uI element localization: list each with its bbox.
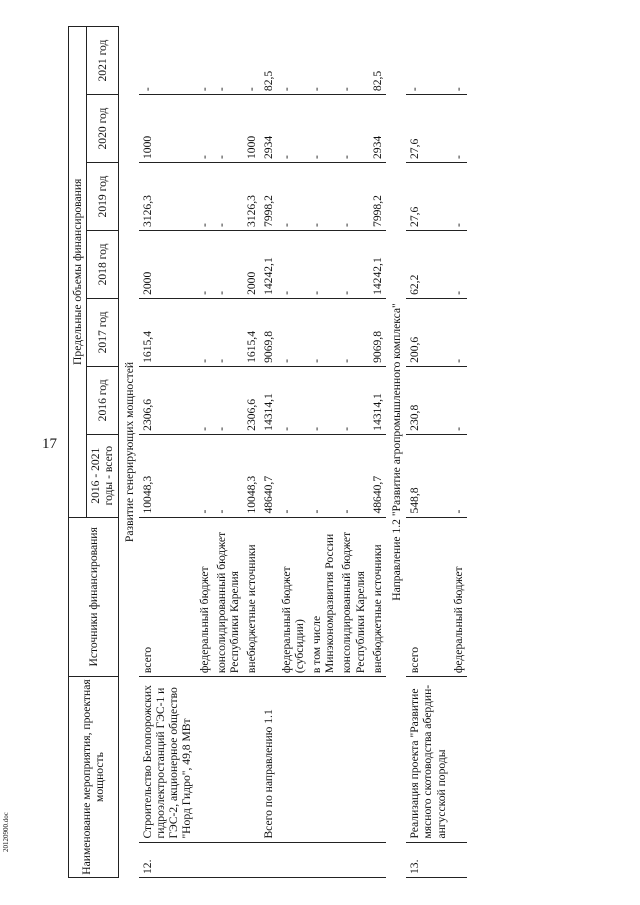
- value-cell: 10048,3: [243, 434, 260, 517]
- value-cell: 3126,3: [139, 163, 196, 231]
- value-cell: -: [450, 27, 467, 95]
- value-cell: 2934: [260, 95, 277, 163]
- funding-source: федеральный бюджет: [450, 517, 467, 677]
- value-cell: 14314,1: [369, 366, 386, 434]
- value-cell: -: [308, 366, 338, 434]
- value-cell: 10048,3: [139, 434, 196, 517]
- table-row: [369, 27, 386, 878]
- row-number: [260, 842, 277, 877]
- value-cell: 200,6: [406, 298, 450, 366]
- value-cell: -: [213, 163, 243, 231]
- value-cell: -: [308, 27, 338, 95]
- value-cell: -: [308, 230, 338, 298]
- value-cell: -: [278, 366, 308, 434]
- value-cell: 2934: [369, 95, 386, 163]
- value-cell: 1000: [243, 95, 260, 163]
- value-cell: 14242,1: [260, 230, 277, 298]
- value-cell: -: [213, 366, 243, 434]
- value-cell: -: [308, 434, 338, 517]
- value-cell: -: [278, 434, 308, 517]
- row-number: [450, 842, 467, 877]
- value-cell: -: [213, 434, 243, 517]
- row-number: [213, 842, 243, 877]
- value-cell: -: [196, 163, 213, 231]
- measure-name: [338, 677, 368, 842]
- value-cell: -: [338, 298, 368, 366]
- value-cell: 2306,6: [243, 366, 260, 434]
- value-cell: -: [278, 230, 308, 298]
- funding-source: федеральный бюджет: [196, 517, 213, 677]
- measure-name: Строительство Белопорожских гидроэлектростанций ГЭС-1 и ГЭС-2, акционерное общество "Норд Гидро", 49,8 МВт: [139, 677, 196, 842]
- value-cell: -: [278, 95, 308, 163]
- header-name: Наименование мероприятия, проектная мощность: [69, 677, 119, 878]
- value-cell: -: [196, 230, 213, 298]
- header-total: 2016 - 2021 годы - всего: [87, 434, 118, 517]
- value-cell: 3126,3: [243, 163, 260, 231]
- header-year: 2021 год: [87, 27, 118, 95]
- table-row: [196, 27, 213, 878]
- funding-source: всего: [406, 517, 450, 677]
- value-cell: -: [338, 163, 368, 231]
- funding-source: в том числе Минэкономразвития России: [308, 517, 338, 677]
- row-number: 12.: [139, 842, 196, 877]
- value-cell: 230,8: [406, 366, 450, 434]
- value-cell: -: [308, 298, 338, 366]
- value-cell: -: [196, 366, 213, 434]
- value-cell: 1615,4: [243, 298, 260, 366]
- funding-source: всего: [139, 517, 196, 677]
- row-number: [308, 842, 338, 877]
- value-cell: 48640,7: [260, 434, 277, 517]
- measure-name: [213, 677, 243, 842]
- value-cell: 7998,2: [369, 163, 386, 231]
- value-cell: -: [196, 95, 213, 163]
- header-funding-group: Предельные объемы финансирования: [69, 27, 87, 518]
- value-cell: -: [213, 298, 243, 366]
- value-cell: -: [213, 95, 243, 163]
- measure-name: [278, 677, 308, 842]
- financing-table: [68, 26, 467, 878]
- footer-code: 20120900.doc: [2, 812, 10, 852]
- table-row: [278, 27, 308, 878]
- value-cell: 2000: [243, 230, 260, 298]
- value-cell: -: [278, 298, 308, 366]
- value-cell: 548,8: [406, 434, 450, 517]
- value-cell: -: [406, 27, 450, 95]
- funding-source: консолидированный бюджет Республики Карелия: [213, 517, 243, 677]
- value-cell: -: [308, 95, 338, 163]
- row-number: [369, 842, 386, 877]
- value-cell: 82,5: [369, 27, 386, 95]
- section-title-row: [386, 27, 406, 878]
- value-cell: 48640,7: [369, 434, 386, 517]
- value-cell: 1000: [139, 95, 196, 163]
- page-number: 17: [42, 436, 57, 452]
- header-year: 2020 год: [87, 95, 118, 163]
- value-cell: -: [338, 230, 368, 298]
- header-year: 2019 год: [87, 163, 118, 231]
- funding-source: федеральный бюджет (субсидии): [278, 517, 308, 677]
- measure-name: [369, 677, 386, 842]
- funding-source: внебюджетные источники: [369, 517, 386, 677]
- value-cell: -: [338, 27, 368, 95]
- row-number: [338, 842, 368, 877]
- table-row: [450, 27, 467, 878]
- funding-source: [260, 517, 277, 677]
- value-cell: 2000: [139, 230, 196, 298]
- funding-source: внебюджетные источники: [243, 517, 260, 677]
- value-cell: -: [338, 95, 368, 163]
- measure-name: [308, 677, 338, 842]
- value-cell: -: [450, 366, 467, 434]
- value-cell: 27,6: [406, 95, 450, 163]
- header-sources: Источники финансирования: [69, 517, 119, 677]
- value-cell: 7998,2: [260, 163, 277, 231]
- value-cell: -: [243, 27, 260, 95]
- measure-name: [196, 677, 213, 842]
- value-cell: -: [196, 27, 213, 95]
- row-number: [278, 842, 308, 877]
- value-cell: 27,6: [406, 163, 450, 231]
- table-row: [243, 27, 260, 878]
- value-cell: -: [450, 230, 467, 298]
- value-cell: -: [213, 27, 243, 95]
- value-cell: 14242,1: [369, 230, 386, 298]
- measure-name: Всего по направлению 1.1: [260, 677, 277, 842]
- value-cell: -: [308, 163, 338, 231]
- value-cell: -: [450, 163, 467, 231]
- measure-name: Реализация проекта "Развитие мясного скотоводства абердин-ангусской породы: [406, 677, 450, 842]
- header-year: 2017 год: [87, 298, 118, 366]
- header-year: 2018 год: [87, 230, 118, 298]
- value-cell: -: [338, 366, 368, 434]
- table-row: [308, 27, 338, 878]
- value-cell: 9069,8: [260, 298, 277, 366]
- value-cell: -: [196, 298, 213, 366]
- value-cell: 14314,1: [260, 366, 277, 434]
- funding-source: консолидированный бюджет Республики Карелия: [338, 517, 368, 677]
- value-cell: -: [139, 27, 196, 95]
- rotated-page: [68, 26, 638, 878]
- table-row: [260, 27, 277, 878]
- value-cell: -: [338, 434, 368, 517]
- section-title-row: [118, 27, 139, 878]
- value-cell: -: [278, 163, 308, 231]
- value-cell: -: [450, 298, 467, 366]
- value-cell: 1615,4: [139, 298, 196, 366]
- section-title: Развитие генерирующих мощностей: [122, 361, 136, 543]
- row-number: 13.: [406, 842, 450, 877]
- value-cell: -: [450, 434, 467, 517]
- value-cell: -: [196, 434, 213, 517]
- row-number: [243, 842, 260, 877]
- section-title: Направление 1.2 "Развитие агропромышленного комплекса": [390, 303, 404, 601]
- row-number: [196, 842, 213, 877]
- measure-name: [243, 677, 260, 842]
- value-cell: 2306,6: [139, 366, 196, 434]
- value-cell: 82,5: [260, 27, 277, 95]
- table-row: [213, 27, 243, 878]
- measure-name: [450, 677, 467, 842]
- value-cell: 9069,8: [369, 298, 386, 366]
- value-cell: -: [278, 27, 308, 95]
- value-cell: 62,2: [406, 230, 450, 298]
- table-row: [338, 27, 368, 878]
- table-row: [406, 27, 450, 878]
- header-year: 2016 год: [87, 366, 118, 434]
- value-cell: -: [450, 95, 467, 163]
- value-cell: -: [213, 230, 243, 298]
- table-body: [118, 27, 467, 878]
- table-row: [139, 27, 196, 878]
